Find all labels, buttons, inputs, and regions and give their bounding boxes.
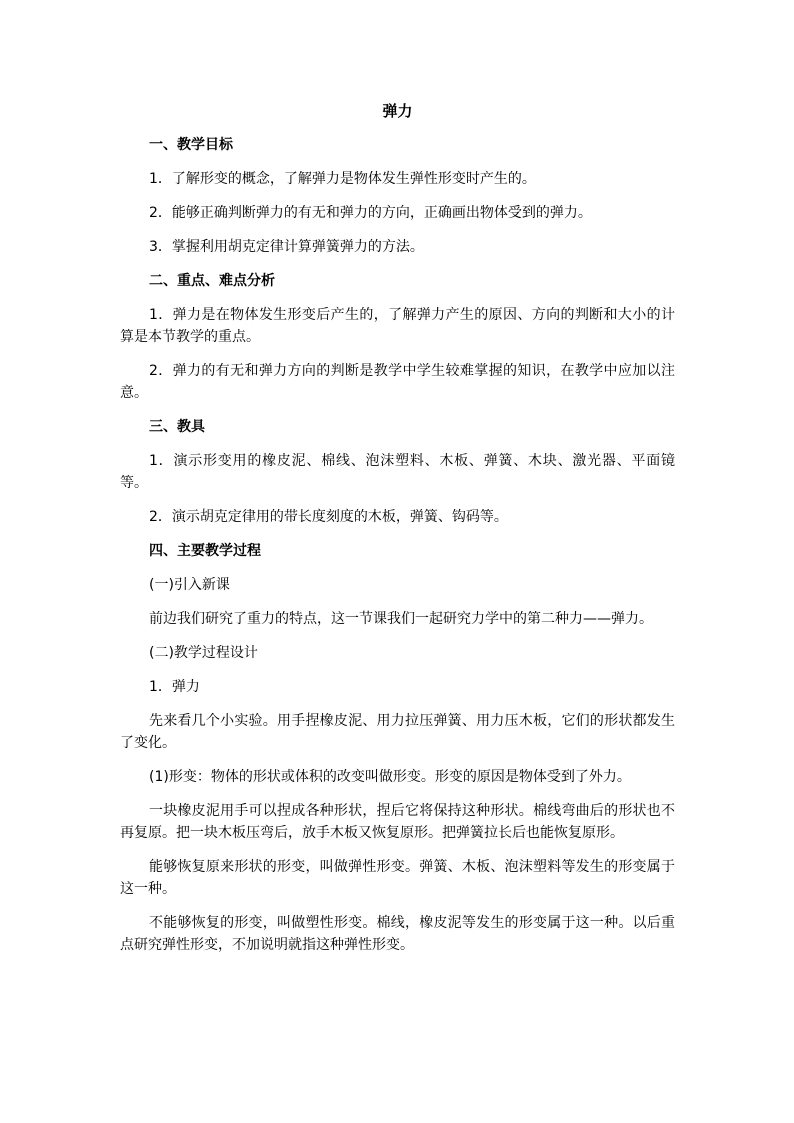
process-paragraph: (1)形变：物体的形状或体积的改变叫做形变。形变的原因是物体受到了外力。 [149,769,631,785]
section-heading-teaching-aids: 三、教具 [149,419,205,435]
objective-paragraph: 3．掌握利用胡克定律计算弹簧弹力的方法。 [149,239,424,255]
key-point-paragraph: 2．弹力的有无和弹力方向的判断是教学中学生较难掌握的知识，在教学中应加以注意。 [120,363,675,401]
subsection-label-introduction: (一)引入新课 [149,577,230,593]
process-paragraph: 前边我们研究了重力的特点，这一节课我们一起研究力学中的第二种力——弹力。 [149,611,653,627]
teaching-aid-paragraph: 2．演示胡克定律用的带长度刻度的木板，弹簧、钩码等。 [149,509,508,525]
teaching-aid-paragraph: 1．演示形变用的橡皮泥、棉线、泡沫塑料、木板、弹簧、木块、激光器、平面镜等。 [120,453,675,491]
key-point-paragraph: 1．弹力是在物体发生形变后产生的，了解弹力产生的原因、方向的判断和大小的计算是本节教学的重点。 [120,307,675,345]
objective-paragraph: 2．能够正确判断弹力的有无和弹力的方向，正确画出物体受到的弹力。 [149,205,592,221]
page-title: 弹力 [382,102,413,120]
process-paragraph: 先来看几个小实验。用手捏橡皮泥、用力拉压弹簧、用力压木板，它们的形状都发生了变化。 [120,713,675,751]
objective-paragraph: 1．了解形变的概念，了解弹力是物体发生弹性形变时产生的。 [149,171,536,187]
section-heading-key-points: 二、重点、难点分析 [149,273,275,289]
process-paragraph: 一块橡皮泥用手可以捏成各种形状，捏后它将保持这种形状。棉线弯曲后的形状也不再复原。把一块木板压弯后，放手木板又恢复原形。把弹簧拉长后也能恢复原形。 [120,803,675,841]
process-paragraph: 能够恢复原来形状的形变，叫做弹性形变。弹簧、木板、泡沫塑料等发生的形变属于这一种。 [120,859,675,897]
process-paragraph: 不能够恢复的形变，叫做塑性形变。棉线，橡皮泥等发生的形变属于这一种。以后重点研究弹性形变，不加说明就指这种弹性形变。 [120,915,675,953]
topic-label-elastic-force: 1．弹力 [149,679,200,695]
section-heading-teaching-process: 四、主要教学过程 [149,543,261,559]
section-heading-objectives: 一、教学目标 [149,137,233,153]
document-body [120,100,675,956]
subsection-label-design: (二)教学过程设计 [149,645,258,661]
